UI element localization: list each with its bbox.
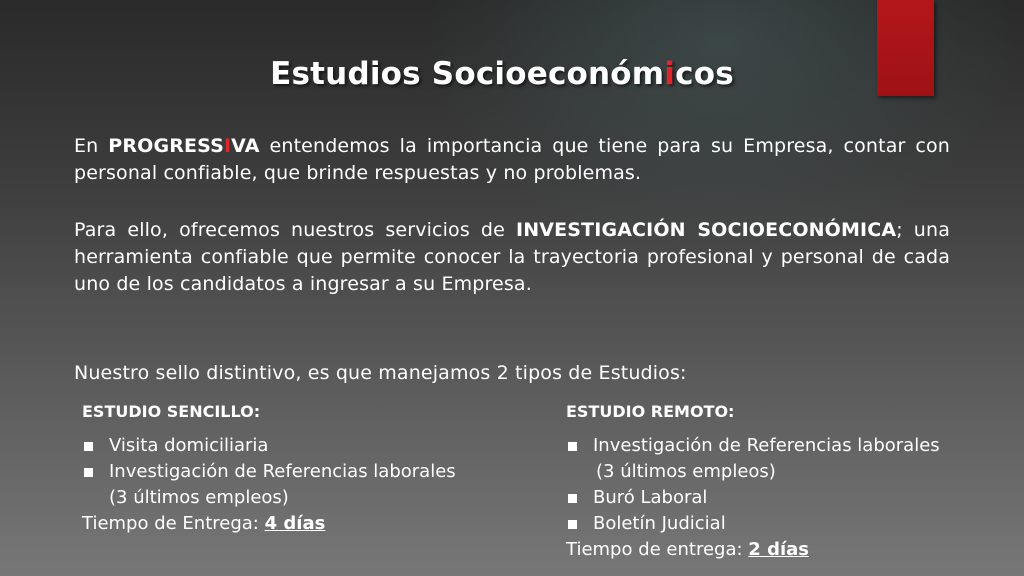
list-item-label: Buró Laboral <box>593 487 708 508</box>
brand-accent: I <box>223 135 232 157</box>
list-item-label: Visita domiciliaria <box>109 435 269 456</box>
delivery-label: Tiempo de Entrega: <box>82 513 265 534</box>
list-item <box>82 459 532 485</box>
title-text: Estudios Socioeconóm <box>270 56 665 92</box>
list-item-continuation: (3 últimos empleos) <box>109 487 289 508</box>
services-pre: Para ello, ofrecemos nuestros servicios de <box>74 219 517 241</box>
brand-name <box>108 135 259 157</box>
services-paragraph <box>74 217 950 298</box>
square-bullet-icon <box>568 442 577 451</box>
delivery-value: 4 días <box>264 513 326 534</box>
list-item <box>566 433 1006 459</box>
list-item-continuation: (3 últimos empleos) <box>596 461 776 482</box>
intro-text: entendemos la importancia que tiene para su Empresa, contar con personal confiable, que brinde respuestas y no problemas. <box>74 135 950 184</box>
square-bullet-icon <box>84 468 93 477</box>
brand-part1: PROGRESS <box>108 135 224 157</box>
list-item-label: Boletín Judicial <box>593 513 726 534</box>
delivery-value: 2 días <box>748 539 810 560</box>
left-column-list <box>82 433 532 511</box>
list-item-label: Investigación de Referencias laborales <box>109 461 456 482</box>
left-delivery-time <box>82 511 325 537</box>
brand-part2: VA <box>231 135 260 157</box>
types-paragraph: Nuestro sello distintivo, es que manejamos 2 tipos de Estudios: <box>74 362 687 384</box>
title-text-end: cos <box>675 56 734 92</box>
square-bullet-icon <box>568 494 577 503</box>
left-column-heading: ESTUDIO SENCILLO: <box>82 402 261 421</box>
list-item-label: Investigación de Referencias laborales <box>593 435 940 456</box>
right-column-list <box>566 433 1006 537</box>
square-bullet-icon <box>568 520 577 529</box>
title-accent-letter: i <box>664 56 676 92</box>
service-name: INVESTIGACIÓN SOCIOECONÓMICA <box>516 219 897 241</box>
slide-title <box>0 56 1004 92</box>
services-text: ; una herramienta confiable que permite conocer la trayectoria profesional y personal de cada uno de los candidatos a ingresar a su Empresa. <box>74 219 950 295</box>
right-column-heading: ESTUDIO REMOTO: <box>566 402 735 421</box>
list-item <box>566 511 1006 537</box>
list-item <box>82 433 532 459</box>
square-bullet-icon <box>84 442 93 451</box>
delivery-label: Tiempo de entrega: <box>566 539 749 560</box>
intro-paragraph <box>74 133 950 187</box>
intro-pre: En <box>74 135 109 157</box>
right-delivery-time <box>566 537 809 563</box>
list-item <box>566 485 1006 511</box>
